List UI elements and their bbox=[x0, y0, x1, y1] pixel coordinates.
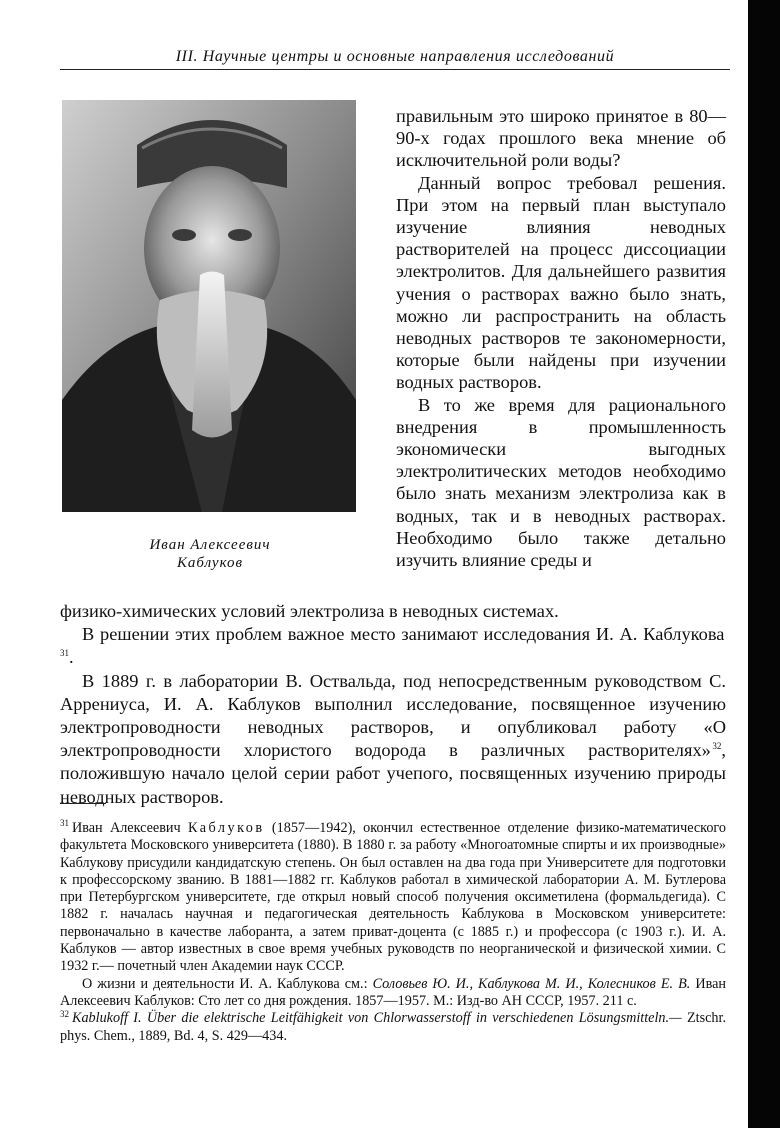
caption-line-1: Иван Алексеевич bbox=[149, 537, 271, 553]
footnote-32-author: Kablukoff I. bbox=[72, 1010, 142, 1027]
footnote-31-pre: Иван Алексеевич bbox=[72, 820, 181, 836]
paragraph-5-text: В 1889 г. в лаборатории В. Оствальда, под непосредственным руководством С. Аррениуса, И. А. Каблуков выполнил исследование, посвященное изучению электропроводности неводных растворов, и опубликовал работу «О электропроводности хлористого водорода в различных растворителях» bbox=[60, 670, 726, 761]
body-text bbox=[60, 600, 726, 809]
paragraph-4 bbox=[60, 623, 726, 669]
footnote-32-rest: Ztschr. phys. Chem., 1889, Bd. 4, S. 429—434. bbox=[60, 1010, 726, 1044]
footnotes bbox=[60, 820, 726, 1045]
footnote-31b-pre: О жизни и деятельности И. А. Каблукова см.: bbox=[82, 975, 368, 992]
paragraph-4-end: . bbox=[69, 647, 74, 668]
footnote-number-32: 32 bbox=[60, 1008, 69, 1019]
footnote-31-biblio bbox=[60, 976, 726, 1011]
scan-edge-bar bbox=[748, 0, 780, 1128]
paragraph-continuation: физико-химических условий электролиза в неводных системах. bbox=[60, 601, 559, 621]
footnote-31b-authors: Соловьев Ю. И., Каблукова М. И., Колесников Е. В. bbox=[372, 975, 691, 992]
column-paragraph-2: Данный вопрос требовал решения. При этом на первый план выступало изучение влияния неводных растворителей на процесс диссоциации электролитов. Для дальнейшего развития учения о растворах важно было знать, можно ли распространить на область неводных растворов те закономерности, которые были найдены при изучении водных растворов. bbox=[396, 172, 726, 393]
caption-line-2: Каблуков bbox=[176, 555, 244, 571]
footnote-31-name: Каблуков bbox=[187, 820, 265, 836]
photo-caption bbox=[100, 536, 320, 572]
running-header: III. Научные центры и основные направления исследований bbox=[60, 48, 730, 70]
footnote-31b-rest: Иван Алексеевич Каблуков: Сто лет со дня рождения. 1857—1957. М.: Изд-во АН СССР, 1957. 211 с. bbox=[60, 975, 727, 1009]
footnote-32 bbox=[60, 1010, 726, 1045]
portrait-photo bbox=[62, 100, 356, 512]
footnote-ref-31[interactable]: 31 bbox=[60, 648, 69, 659]
column-paragraph-1: правильным это широко принятое в 80—90-х годах прошлого века мнение об исключительной роли воды? bbox=[396, 106, 726, 171]
footnote-number-31: 31 bbox=[60, 818, 69, 829]
paragraph-5-end: , положившую начало целой серии работ учепого, посвященных изучению природы неводных растворов. bbox=[60, 740, 726, 807]
footnote-32-title: Über die elektrische Leitfähigkeit von Chlorwasserstoff in verschiedenen Lösungsmitteln.— bbox=[146, 1010, 682, 1027]
footnote-separator bbox=[60, 803, 106, 804]
paragraph-5 bbox=[60, 670, 726, 809]
footnote-31 bbox=[60, 820, 726, 976]
column-paragraph-3: В то же время для рационального внедрения в промышленность экономически выгодных электролитических методов необходимо было знать механизм электролиза как в водных, так и в неводных растворах. Необходимо было также детально изучить влияние среды и bbox=[396, 394, 726, 571]
footnote-31-text: (1857—1942), окончил естественное отделение физико-математического факультета Московского университета (1880). В 1880 г. за работу «Многоатомные спирты и их производные» Каблукову присудили кандидатскую степень. Он был оставлен на два года при Университете для подготовки к профессорскому званию. В 1881—1882 гг. Каблуков работал в химической лаборатории А. М. Бутлерова при Петербургском университете, где открыл новый способ получения оксиметилена (формальдегида). С 1882 г. началась научная и педагогическая деятельность Каблукова в Московском университете: первоначально в качестве лаборанта, а затем приват-доцента (с 1885 г.) и профессора (с 1903 г.). И. А. Каблуков — автор известных в свое время учебных руководств по неорганической и физической химии. С 1932 г.— почетный член Академии наук СССР. bbox=[60, 820, 726, 975]
right-column-text bbox=[396, 105, 726, 571]
paragraph-4-text: В решении этих проблем важное место занимают исследования И. А. Каблукова bbox=[82, 624, 725, 645]
footnote-ref-32[interactable]: 32 bbox=[712, 741, 722, 752]
